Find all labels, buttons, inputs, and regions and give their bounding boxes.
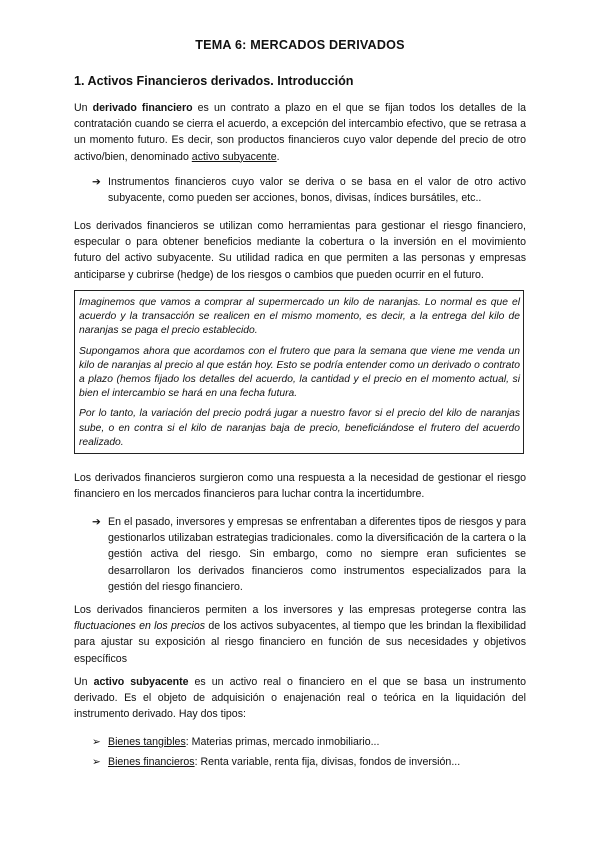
text-run: es un activo real o financiero en el que se basa un instrumento derivado. Es el objeto de adquisición o enajenación real o teórica en la liquidación del instrumento derivado. Hay dos tipos:	[74, 676, 526, 721]
italic-term: fluctuaciones en los precios	[74, 620, 206, 633]
list-item	[92, 734, 379, 750]
text-run: .	[276, 150, 280, 163]
type-label: Bienes financieros	[108, 756, 195, 768]
paragraph-definition	[74, 100, 526, 165]
bullet-item	[92, 174, 526, 206]
paragraph-origin: Los derivados financieros surgieron como una respuesta a la necesidad de gestionar el riesgo financiero en los mercados financieros para luchar contra la incertidumbre.	[74, 472, 526, 501]
triangle-bullet-icon: ➢	[92, 736, 101, 748]
type-desc: : Renta variable, renta fija, divisas, fondos de inversión...	[194, 756, 461, 768]
bold-term: activo subyacente	[93, 676, 189, 688]
example-box	[74, 290, 524, 454]
text-run: Los derivados financieros permiten a los inversores y las empresas protegerse contra las	[74, 604, 526, 616]
section-heading: 1. Activos Financieros derivados. Introducción	[74, 74, 354, 88]
arrow-bullet-icon: ➔	[92, 176, 101, 188]
example-paragraph: Imaginemos que vamos a comprar al supermercado un kilo de naranjas. Lo normal es que el acuerdo y la transacción se realicen en el mismo momento, es decir, a la entrega del kilo de naranjas se paga el precio establecido.	[79, 297, 520, 337]
underlined-term: activo subyacente	[191, 150, 277, 163]
type-desc: : Materias primas, mercado inmobiliario...	[185, 736, 380, 748]
text-run: Un	[74, 102, 93, 114]
bullet-text: En el pasado, inversores y empresas se enfrentaban a diferentes tipos de riesgos y para gestionarlos utilizaban estrategias tradicionales. como la diversificación de la cartera o la gestión activa del riesgo. Sin embargo, como no siempre eran suficientes se desarrollaron los derivados financieros como instrumentos especializados para la gestión del riesgo financiero.	[108, 516, 526, 593]
paragraph-uses: Los derivados financieros se utilizan como herramientas para gestionar el riesgo financiero, especular o para obtener beneficios mediante la cobertura o la inversión en el movimiento futuro del activo subyacente. Su utilidad radica en que permiten a las personas y empresas anticiparse y cubrirse (hedge) de los riesgos o cambios que pueden ocurrir en el futuro.	[74, 220, 526, 281]
example-paragraph: Supongamos ahora que acordamos con el frutero que para la semana que viene me venda un kilo de naranjas al precio al que están hoy. Esto se podría entender como un derivado o contrato a plazo (hemos fijado los detalles del acuerdo, la cantidad y el precio en el momento actual, si bien el intercambio se hará en una fecha futura.	[79, 345, 520, 400]
text-run: de los activos subyacentes, al tiempo que les brindan la flexibilidad para ajustar su exposición al riesgo financiero en función de sus necesidades y objetivos específicos	[74, 620, 526, 665]
document-title: TEMA 6: MERCADOS DERIVADOS	[195, 38, 405, 52]
text-run: Un	[74, 676, 94, 688]
triangle-bullet-icon: ➢	[92, 756, 101, 768]
text-run: es un contrato a plazo en el que se fijan todos los detalles de la contratación cuando se cierra el acuerdo, a excepción del intercambio efectivo, que se retrasa a un momento futuro. Es decir, son productos financieros cuyo valor depende del precio de otro activo/bien, denominado	[74, 102, 526, 163]
paragraph-underlying-asset	[74, 674, 526, 723]
list-item	[92, 754, 460, 770]
bullet-item	[92, 514, 526, 595]
bullet-text: Instrumentos financieros cuyo valor se deriva o se basa en el valor de otro activo subyacente, como pueden ser acciones, bonos, divisas, índices bursátiles, etc..	[108, 176, 526, 205]
paragraph-protection	[74, 602, 526, 667]
bold-term: derivado financiero	[92, 102, 193, 114]
type-label: Bienes tangibles	[108, 736, 186, 748]
arrow-bullet-icon: ➔	[92, 516, 101, 528]
example-paragraph: Por lo tanto, la variación del precio podrá jugar a nuestro favor si el precio del kilo de naranjas sube, o en contra si el kilo de naranjas baja de precio, beneficiándose el frutero del acuerdo realizado.	[79, 408, 520, 448]
